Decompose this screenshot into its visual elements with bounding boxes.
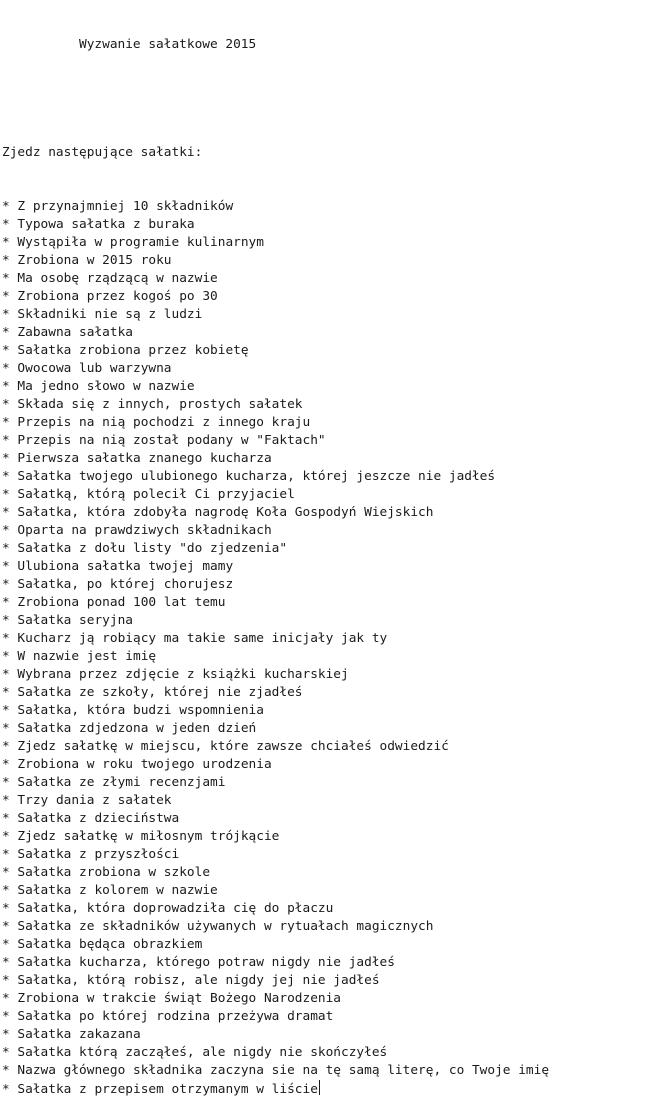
list-item bbox=[2, 414, 645, 432]
list-item bbox=[2, 234, 645, 252]
bullet-marker: * bbox=[2, 505, 18, 520]
list-item-text: Sałatka którą zacząłeś, ale nigdy nie skończyłeś bbox=[17, 1045, 388, 1060]
salad-list bbox=[2, 198, 645, 1098]
bullet-marker: * bbox=[2, 1045, 18, 1060]
list-item bbox=[2, 594, 645, 612]
bullet-marker: * bbox=[2, 199, 18, 214]
list-item-text: Sałatka, która zdobyła nagrodę Koła Gospodyń Wiejskich bbox=[17, 505, 434, 520]
list-item-text: Oparta na prawdziwych składnikach bbox=[17, 523, 272, 538]
bullet-marker: * bbox=[2, 541, 18, 556]
list-item-text: Ulubiona sałatka twojej mamy bbox=[17, 559, 234, 574]
list-item-text: Sałatka, która budzi wspomnienia bbox=[17, 703, 264, 718]
bullet-marker: * bbox=[2, 523, 18, 538]
bullet-marker: * bbox=[2, 487, 18, 502]
list-item-text: Sałatka, po której chorujesz bbox=[17, 577, 234, 592]
bullet-marker: * bbox=[2, 919, 18, 934]
list-item bbox=[2, 756, 645, 774]
list-item-text: W nazwie jest imię bbox=[17, 649, 157, 664]
bullet-marker: * bbox=[2, 955, 18, 970]
bullet-marker: * bbox=[2, 559, 18, 574]
list-item-text: Składa się z innych, prostych sałatek bbox=[17, 397, 303, 412]
bullet-marker: * bbox=[2, 613, 18, 628]
list-item-text: Wybrana przez zdjęcie z książki kucharskiej bbox=[17, 667, 349, 682]
list-item-text: Ma jedno słowo w nazwie bbox=[17, 379, 195, 394]
list-item-text: Zrobiona ponad 100 lat temu bbox=[17, 595, 226, 610]
list-item-text: Kucharz ją robiący ma takie same inicjały jak ty bbox=[17, 631, 388, 646]
list-item-text: Sałatka ze składników używanych w rytuałach magicznych bbox=[17, 919, 434, 934]
list-item-text: Zrobiona w trakcie świąt Bożego Narodzenia bbox=[17, 991, 342, 1006]
blank-line bbox=[2, 90, 645, 108]
list-item-text: Sałatką, którą polecił Ci przyjaciel bbox=[17, 487, 295, 502]
list-item bbox=[2, 1008, 645, 1026]
bullet-marker: * bbox=[2, 577, 18, 592]
list-item-text: Sałatka z kolorem w nazwie bbox=[17, 883, 218, 898]
list-item-text: Zrobiona w roku twojego urodzenia bbox=[17, 757, 272, 772]
list-item bbox=[2, 252, 645, 270]
list-item bbox=[2, 396, 645, 414]
list-item bbox=[2, 216, 645, 234]
list-item bbox=[2, 540, 645, 558]
list-item bbox=[2, 864, 645, 882]
bullet-marker: * bbox=[2, 793, 18, 808]
list-item-text: Sałatka z dzieciństwa bbox=[17, 811, 180, 826]
list-item bbox=[2, 666, 645, 684]
list-item bbox=[2, 558, 645, 576]
list-item-text: Przepis na nią pochodzi z innego kraju bbox=[17, 415, 311, 430]
list-item-text: Sałatka ze złymi recenzjami bbox=[17, 775, 226, 790]
bullet-marker: * bbox=[2, 901, 18, 916]
list-item-text: Przepis na nią został podany w "Faktach" bbox=[17, 433, 326, 448]
bullet-marker: * bbox=[2, 253, 18, 268]
list-item-text: Zjedz sałatkę w miłosnym trójkącie bbox=[17, 829, 280, 844]
list-item-text: Trzy dania z sałatek bbox=[17, 793, 172, 808]
list-item-text: Sałatka zdjedzona w jeden dzień bbox=[17, 721, 257, 736]
bullet-marker: * bbox=[2, 289, 18, 304]
list-item bbox=[2, 576, 645, 594]
list-item bbox=[2, 648, 645, 666]
bullet-marker: * bbox=[2, 991, 18, 1006]
document-title: Wyzwanie sałatkowe 2015 bbox=[79, 37, 257, 52]
bullet-marker: * bbox=[2, 811, 18, 826]
list-item-text: Zabawna sałatka bbox=[17, 325, 133, 340]
bullet-marker: * bbox=[2, 703, 18, 718]
list-item bbox=[2, 1080, 645, 1098]
intro-line: Zjedz następujące sałatki: bbox=[2, 145, 203, 160]
list-item bbox=[2, 360, 645, 378]
list-item-text: Owocowa lub warzywna bbox=[17, 361, 172, 376]
list-item-text: Sałatka z dołu listy "do zjedzenia" bbox=[17, 541, 288, 556]
bullet-marker: * bbox=[2, 415, 18, 430]
bullet-marker: * bbox=[2, 883, 18, 898]
bullet-marker: * bbox=[2, 379, 18, 394]
list-item-text: Sałatka zrobiona w szkole bbox=[17, 865, 211, 880]
list-item bbox=[2, 378, 645, 396]
list-item bbox=[2, 882, 645, 900]
list-item bbox=[2, 306, 645, 324]
bullet-marker: * bbox=[2, 235, 18, 250]
list-item bbox=[2, 198, 645, 216]
list-item bbox=[2, 432, 645, 450]
list-item bbox=[2, 288, 645, 306]
list-item-text: Zrobiona przez kogoś po 30 bbox=[17, 289, 218, 304]
list-item-text: Sałatka z przepisem otrzymanym w liście bbox=[17, 1082, 318, 1097]
bullet-marker: * bbox=[2, 937, 18, 952]
bullet-marker: * bbox=[2, 1082, 18, 1097]
list-item bbox=[2, 612, 645, 630]
bullet-marker: * bbox=[2, 685, 18, 700]
list-item bbox=[2, 810, 645, 828]
bullet-marker: * bbox=[2, 325, 18, 340]
list-item-text: Sałatka będąca obrazkiem bbox=[17, 937, 203, 952]
list-item bbox=[2, 522, 645, 540]
bullet-marker: * bbox=[2, 847, 18, 862]
bullet-marker: * bbox=[2, 217, 18, 232]
list-item bbox=[2, 828, 645, 846]
list-item-text: Sałatka zakazana bbox=[17, 1027, 141, 1042]
list-item bbox=[2, 774, 645, 792]
list-item bbox=[2, 486, 645, 504]
text-editor-area[interactable] bbox=[2, 0, 645, 1097]
list-item bbox=[2, 1062, 645, 1080]
bullet-marker: * bbox=[2, 1027, 18, 1042]
list-item bbox=[2, 324, 645, 342]
list-item-text: Składniki nie są z ludzi bbox=[17, 307, 203, 322]
list-item bbox=[2, 972, 645, 990]
list-item bbox=[2, 630, 645, 648]
list-item bbox=[2, 936, 645, 954]
bullet-marker: * bbox=[2, 775, 18, 790]
bullet-marker: * bbox=[2, 343, 18, 358]
list-item-text: Nazwa głównego składnika zaczyna sie na tę samą literę, co Twoje imię bbox=[17, 1063, 550, 1078]
bullet-marker: * bbox=[2, 667, 18, 682]
bullet-marker: * bbox=[2, 829, 18, 844]
bullet-marker: * bbox=[2, 451, 18, 466]
list-item-text: Sałatka zrobiona przez kobietę bbox=[17, 343, 249, 358]
bullet-marker: * bbox=[2, 865, 18, 880]
list-item-text: Pierwsza sałatka znanego kucharza bbox=[17, 451, 272, 466]
bullet-marker: * bbox=[2, 631, 18, 646]
list-item-text: Sałatka seryjna bbox=[17, 613, 133, 628]
bullet-marker: * bbox=[2, 307, 18, 322]
list-item bbox=[2, 738, 645, 756]
list-item bbox=[2, 900, 645, 918]
bullet-marker: * bbox=[2, 721, 18, 736]
bullet-marker: * bbox=[2, 1063, 18, 1078]
list-item-text: Sałatka, którą robisz, ale nigdy jej nie jadłeś bbox=[17, 973, 380, 988]
list-item-text: Zrobiona w 2015 roku bbox=[17, 253, 172, 268]
list-item bbox=[2, 702, 645, 720]
list-item bbox=[2, 1044, 645, 1062]
list-item bbox=[2, 954, 645, 972]
bullet-marker: * bbox=[2, 757, 18, 772]
list-item-text: Ma osobę rządzącą w nazwie bbox=[17, 271, 218, 286]
list-item bbox=[2, 468, 645, 486]
text-cursor bbox=[319, 1080, 320, 1095]
bullet-marker: * bbox=[2, 361, 18, 376]
bullet-marker: * bbox=[2, 1009, 18, 1024]
list-item-text: Sałatka po której rodzina przeżywa dramat bbox=[17, 1009, 334, 1024]
list-item bbox=[2, 846, 645, 864]
bullet-marker: * bbox=[2, 649, 18, 664]
list-item bbox=[2, 504, 645, 522]
bullet-marker: * bbox=[2, 739, 18, 754]
list-item-text: Zjedz sałatkę w miejscu, które zawsze chciałeś odwiedzić bbox=[17, 739, 449, 754]
list-item bbox=[2, 720, 645, 738]
bullet-marker: * bbox=[2, 271, 18, 286]
list-item-text: Z przynajmniej 10 składników bbox=[17, 199, 234, 214]
list-item-text: Typowa sałatka z buraka bbox=[17, 217, 195, 232]
list-item bbox=[2, 450, 645, 468]
list-item bbox=[2, 990, 645, 1008]
bullet-marker: * bbox=[2, 397, 18, 412]
list-item bbox=[2, 918, 645, 936]
list-item bbox=[2, 270, 645, 288]
bullet-marker: * bbox=[2, 973, 18, 988]
bullet-marker: * bbox=[2, 595, 18, 610]
bullet-marker: * bbox=[2, 433, 18, 448]
list-item-text: Wystąpiła w programie kulinarnym bbox=[17, 235, 264, 250]
list-item-text: Sałatka z przyszłości bbox=[17, 847, 180, 862]
bullet-marker: * bbox=[2, 469, 18, 484]
list-item bbox=[2, 792, 645, 810]
list-item-text: Sałatka kucharza, którego potraw nigdy nie jadłeś bbox=[17, 955, 395, 970]
list-item bbox=[2, 342, 645, 360]
list-item bbox=[2, 1026, 645, 1044]
list-item-text: Sałatka twojego ulubionego kucharza, której jeszcze nie jadłeś bbox=[17, 469, 496, 484]
list-item-text: Sałatka ze szkoły, której nie zjadłeś bbox=[17, 685, 303, 700]
list-item bbox=[2, 684, 645, 702]
list-item-text: Sałatka, która doprowadziła cię do płaczu bbox=[17, 901, 334, 916]
